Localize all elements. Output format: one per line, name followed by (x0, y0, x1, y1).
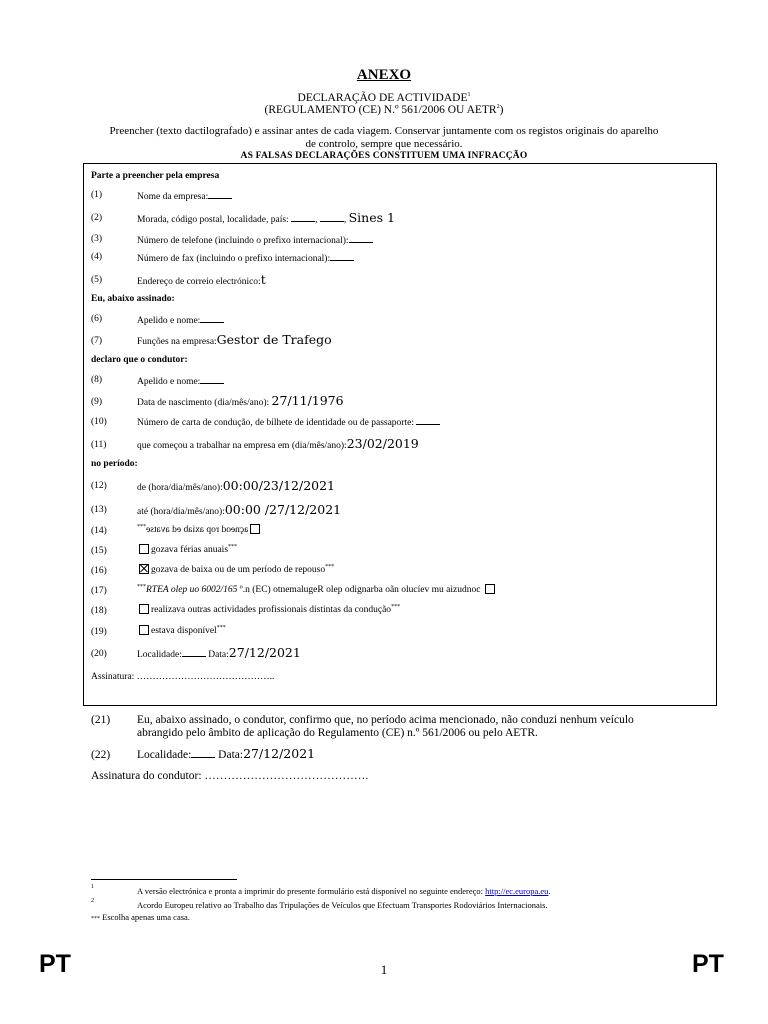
start-date-field[interactable]: que começou a trabalhar na empresa em (dia/mês/ano):23/02/2019 (137, 436, 419, 451)
item-number: (9) (91, 397, 103, 407)
function-field[interactable]: Funções na empresa:Gestor de Trafego (137, 332, 332, 347)
item-number: (14) (91, 526, 107, 536)
item-number: (18) (91, 606, 107, 616)
option-18: realizava outras actividades profissionais distintas da condução*** (137, 604, 400, 615)
section-driver: declaro que o condutor: (91, 355, 188, 365)
checkbox-14[interactable] (250, 524, 260, 534)
footnote-3: *** Escolha apenas uma casa. (91, 912, 190, 922)
option-15: gozava férias anuais*** (137, 544, 237, 555)
option-14: ***açneod rop axiab ed avatse (137, 524, 262, 535)
item-number: (21) (91, 714, 111, 726)
warning-text: AS FALSAS DECLARAÇÕES CONSTITUEM UMA INFRACÇÃO (240, 151, 528, 161)
section-company: Parte a preencher pela empresa (91, 171, 220, 181)
checkbox-17[interactable] (485, 584, 495, 594)
item-number: (22) (91, 749, 111, 761)
item-number: (20) (91, 649, 107, 659)
item-number: (13) (91, 505, 107, 515)
period-from-field[interactable]: de (hora/dia/mês/ano):00:00/23/12/2021 (137, 478, 336, 493)
item-number: (1) (91, 190, 103, 200)
item-number: (5) (91, 275, 103, 285)
item-number: (4) (91, 252, 103, 262)
item-number: (16) (91, 566, 107, 576)
item-number: (8) (91, 375, 103, 385)
license-field[interactable]: Número de carta de condução, de bilhete de identidade ou de passaporte: (137, 416, 440, 428)
europa-link[interactable]: http://ec.europa.eu (485, 886, 549, 896)
driver-confirmation-line-1: Eu, abaixo assinado, o condutor, confirmo que, no período acima mencionado, não conduzi nenhum veículo (137, 714, 634, 726)
declaration-title: DECLARAÇÃO DE ACTIVIDADE$^1$ (297, 92, 471, 104)
instructions-line-2: de controlo, sempre que necessário. (305, 138, 463, 150)
driver-name-field[interactable]: Apelido e nome: (137, 375, 224, 387)
place-date-field[interactable]: Localidade: Data:27/12/2021 (137, 645, 301, 660)
address-field[interactable]: Morada, código postal, localidade, país: , , Sines 1 (137, 210, 395, 225)
item-number: (3) (91, 234, 103, 244)
item-number: (17) (91, 586, 107, 596)
section-undersigned: Eu, abaixo assinado: (91, 294, 175, 304)
item-number: (19) (91, 627, 107, 637)
item-number: (11) (91, 440, 107, 450)
checkbox-18[interactable] (139, 604, 149, 614)
instructions-line-1: Preencher (texto dactilografado) e assinar antes de cada viagem. Conservar juntamente com os registos originais do aparelho (109, 125, 659, 137)
section-period: no período: (91, 459, 138, 469)
item-number: (6) (91, 314, 103, 324)
checkbox-15[interactable] (139, 544, 149, 554)
footnote-divider (91, 879, 237, 880)
checkbox-19[interactable] (139, 625, 149, 635)
item-number: (2) (91, 213, 103, 223)
phone-field[interactable]: Número de telefone (incluindo o prefixo internacional): (137, 234, 373, 246)
page-number: 1 (380, 962, 388, 977)
period-to-field[interactable]: até (hora/dia/mês/ano):00:00 /27/12/2021 (137, 502, 342, 517)
birth-date-field[interactable]: Data de nascimento (dia/mês/ano): 27/11/1976 (137, 393, 344, 408)
language-code-left: PT (39, 950, 71, 978)
item-number: (12) (91, 481, 107, 491)
checkbox-16-checked[interactable] (139, 564, 149, 574)
option-19: estava disponível*** (137, 625, 226, 636)
item-number: (15) (91, 546, 107, 556)
footnote-2: Acordo Europeu relativo ao Trabalho das Tripulações de Veículos que Efectuam Transportes Rodoviários Internacionais. (137, 900, 548, 910)
language-code-right: PT (692, 950, 724, 978)
annex-title: ANEXO (356, 67, 412, 83)
option-17: ***RTEA olep uo 6002/165 º.n (EC) otnemalugeR olep odignarba oãn olucíev mu aizudnoc (137, 584, 497, 595)
footnote-number: 1 (91, 884, 94, 890)
fax-field[interactable]: Número de fax (incluindo o prefixo internacional): (137, 252, 354, 264)
company-name-field[interactable]: Nome da empresa: (137, 190, 232, 202)
footnote-1: A versão electrónica e pronta a imprimir do presente formulário está disponível no seguinte endereço: http://ec.europa.eu. (137, 886, 551, 896)
driver-place-date-field[interactable]: Localidade: Data:27/12/2021 (137, 746, 316, 761)
item-number: (7) (91, 336, 103, 346)
regulation-title: (REGULAMENTO (CE) N.º 561/2006 OU AETR$^2$) (264, 104, 504, 116)
item-number: (10) (91, 417, 107, 427)
option-16: gozava de baixa ou de um período de repouso*** (137, 564, 334, 575)
company-signature: Assinatura: …………………………………….. (91, 672, 275, 682)
footnote-number: 2 (91, 898, 94, 904)
driver-signature: Assinatura do condutor: ……………………………………. (91, 770, 369, 782)
driver-confirmation-line-2: abrangido pelo âmbito de aplicação do Regulamento (CE) n.º 561/2006 ou pelo AETR. (137, 727, 538, 739)
manager-name-field[interactable]: Apelido e nome: (137, 314, 224, 326)
email-field[interactable]: Endereço de correio electrónico:t (137, 272, 266, 287)
